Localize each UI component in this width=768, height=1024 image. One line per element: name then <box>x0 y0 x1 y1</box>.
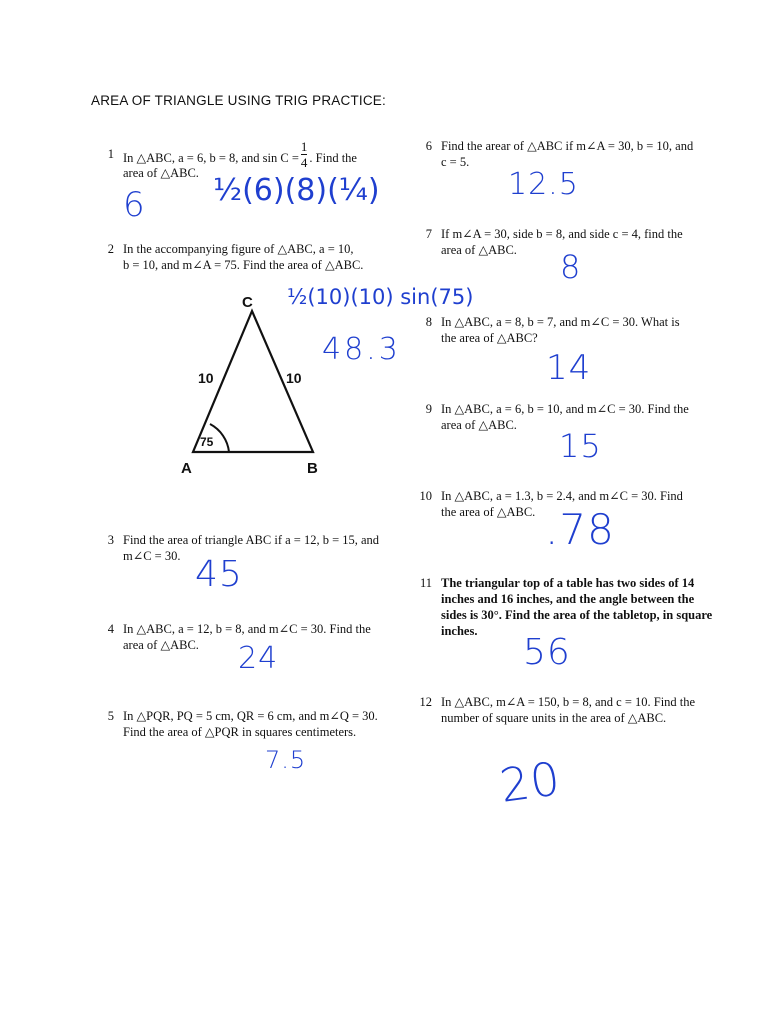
problem-text: In △ABC, a = 8, b = 7, and m∠C = 30. What is <box>441 315 680 329</box>
handwritten-work: ½(10)(10) sin(75) <box>287 285 474 309</box>
problem-text: Find the area of △PQR in squares centimeters. <box>123 725 357 739</box>
problem-text: m∠C = 30. <box>123 549 181 563</box>
problem-number: 11 <box>419 576 432 590</box>
problem-text: If m∠A = 30, side b = 8, and side c = 4, find the <box>441 227 683 241</box>
problem-text: inches and 16 inches, and the angle between the <box>441 592 695 606</box>
problem-text: area of △ABC. <box>441 418 517 432</box>
angle-label: 75 <box>200 435 214 449</box>
problem-number: 4 <box>107 622 114 636</box>
problem-text: In △ABC, a = 6, b = 10, and m∠C = 30. Find the <box>441 402 689 416</box>
problem-number: 6 <box>425 139 432 153</box>
problem-text: In △PQR, PQ = 5 cm, QR = 6 cm, and m∠Q = 30. <box>123 709 378 723</box>
problem-number: 10 <box>419 489 432 503</box>
side-label-right: 10 <box>286 370 302 386</box>
problem-number: 1 <box>107 147 114 161</box>
vertex-label-a: A <box>181 460 192 477</box>
problem-number: 7 <box>425 227 432 241</box>
handwritten-answer: 20 <box>496 751 565 813</box>
side-label-left: 10 <box>198 370 214 386</box>
vertex-label-b: B <box>307 460 318 477</box>
handwritten-answer: 15 <box>559 427 602 465</box>
problem-text: In △ABC, m∠A = 150, b = 8, and c = 10. Find the <box>441 695 696 709</box>
handwritten-answer: 56 <box>523 632 571 673</box>
problem-text: area of △ABC. <box>441 243 517 257</box>
problem-text: area of △ABC. <box>123 638 199 652</box>
handwritten-work: ½(6)(8)(¼) <box>213 173 380 208</box>
problem-text: b = 10, and m∠A = 75. Find the area of △ABC. <box>123 258 364 272</box>
handwritten-answer: 12.5 <box>508 167 579 202</box>
problem-number: 12 <box>419 695 432 709</box>
handwritten-answer: 7.5 <box>265 746 307 774</box>
problem-text: the area of △ABC. <box>441 505 536 519</box>
problem-text: area of △ABC. <box>123 166 199 181</box>
problem-number: 8 <box>425 315 432 329</box>
problem-number: 9 <box>425 402 432 416</box>
handwritten-answer: 24 <box>238 641 279 676</box>
problem-text: number of square units in the area of △ABC. <box>441 711 667 725</box>
problem-text: The triangular top of a table has two sides of 14 <box>441 576 695 590</box>
handwritten-answer: 14 <box>546 348 592 388</box>
triangle-figure <box>175 285 335 480</box>
problem-text: inches. <box>441 624 478 638</box>
problem-text: the area of △ABC? <box>441 331 538 345</box>
problem-number: 5 <box>107 709 114 723</box>
vertex-label-c: C <box>242 294 253 311</box>
problem-text: . Find the <box>309 150 357 165</box>
problem-text: Find the area of triangle ABC if a = 12, b = 15, and <box>123 533 380 547</box>
page-title: AREA OF TRIANGLE USING TRIG PRACTICE: <box>91 93 386 108</box>
handwritten-answer: .78 <box>545 505 615 554</box>
fraction: $\frac{1}{4}$ <box>300 139 308 171</box>
handwritten-answer: 45 <box>195 554 243 595</box>
problem-text: In △ABC, a = 1.3, b = 2.4, and m∠C = 30. Find <box>441 489 683 503</box>
problem-number: 3 <box>107 533 114 547</box>
handwritten-answer: 6 <box>123 185 146 225</box>
problem-text: c = 5. <box>441 155 470 169</box>
problem-number: 2 <box>107 242 114 256</box>
problem-text: Find the arear of △ABC if m∠A = 30, b = 10, and <box>441 139 694 153</box>
problem-text: In △ABC, a = 6, b = 8, and sin C = <box>123 150 299 165</box>
handwritten-answer: 48.3 <box>322 332 401 367</box>
handwritten-answer: 8 <box>560 248 582 286</box>
problem-text: In the accompanying figure of △ABC, a = 10, <box>123 242 354 256</box>
problem-text: sides is 30°. Find the area of the tabletop, in square <box>441 608 713 622</box>
problem-text: In △ABC, a = 12, b = 8, and m∠C = 30. Find the <box>123 622 371 636</box>
